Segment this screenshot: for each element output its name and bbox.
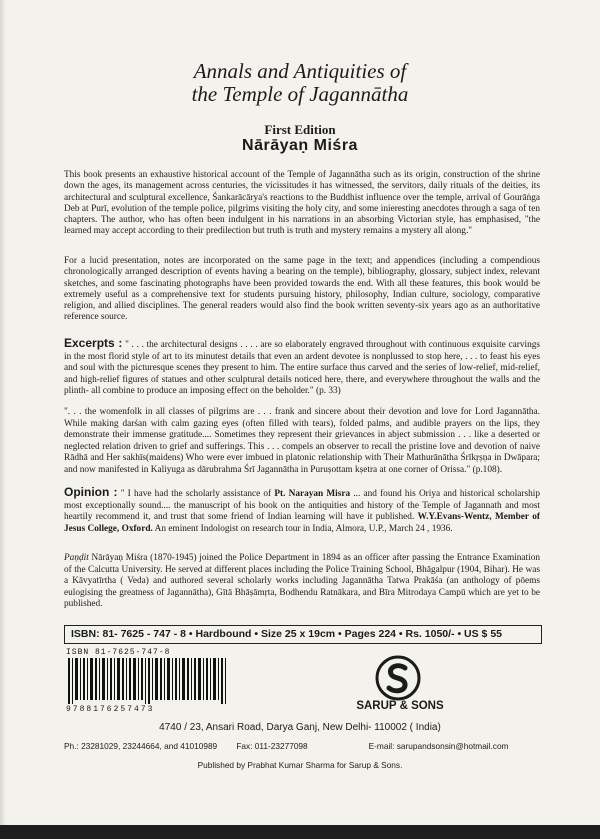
publisher-logo-icon (374, 654, 422, 702)
opinion-name-bold: Pt. Narayan Misra (274, 489, 351, 499)
isbn-info-bar: ISBN: 81- 7625 - 747 - 8 • Hardbound • Size 25 x 19cm • Pages 224 • Rs. 1050/- • US $ 55 (64, 625, 542, 644)
publisher-contact (64, 741, 544, 751)
edition-label: First Edition (264, 122, 336, 137)
description-paragraph-2: For a lucid presentation, notes are incorporated on the same page in the text; and appendices (including a compendious chronologically arranged description of events having a bearing on the temple), bibliography, glossary, subject index, relevant sketches, and some fascinating photographs have been provided towards the end. With all these features, this book would be extremely useful as a comprehensive text for students pursuing history, philosophy, Indian culture, sociology, comparative religion, and allied disciplines. The general readers would also find the book written seventy-six years ago as an authoritative reference source. (64, 256, 540, 323)
opinion-text-c: An eminent Indologist on research tour in India, Almora, U.P., March 24 , 1936. (154, 523, 453, 534)
opinion-text-b: ... and found his Oriya and historical scholarship most exceptionally sound.... the manuscript of his book on the antiquities and history of the Temple of Jagannath and most heartily recommend it, and trust that some friend of Indian learning will have it published. (64, 489, 541, 523)
opinion-block (64, 487, 540, 535)
email-address: E-mail: sarupandsonsin@hotmail.com (368, 741, 509, 751)
bottom-edge (0, 825, 600, 839)
description-paragraph-1: This book presents an exhaustive historical account of the Temple of Jagannātha such as its origin, construction of the shrine down the ages, its management across centuries, the vicissitudes it has witnessed, the servitors, daily rituals of the deities, its architectural and sculptural excellence, Śankarācārya's reactions to the Buddhist influence over the temple, arrival of Gourāṅga Deb at Purī, evolution of the temple police, pilgrims visiting the holy city, and some inieresting anecdotes through a saga of ten chapters. The author, who has often been indulgent in his narrations in an absorbing Victorian style, has emphasised, "the learned may accept according to their predilection but truth is truth and mystery remains a mystery all along." (64, 170, 540, 237)
publisher-name: SARUP & SONS (356, 700, 444, 712)
barcode-bars (64, 658, 232, 704)
opinion-label: Opinion : (64, 485, 118, 499)
author-name: Nārāyaṇ Miśra (242, 137, 358, 154)
pandit-label: Paṇḍit (64, 553, 89, 563)
fax-number: Fax: 011-23277098 (236, 741, 308, 751)
excerpts-label: Excerpts : (64, 336, 123, 350)
book-title-line2: the Temple of Jagannātha (191, 82, 409, 106)
author-bio (64, 553, 540, 611)
opinion-attribution: W.Y.Evans-Wentz, Member of Jesus College, Oxford. (64, 512, 540, 534)
phone-numbers: Ph.: 23281029, 23244664, and 41010989 (64, 741, 218, 751)
book-title-line1: Annals and Antiquities of (193, 59, 407, 83)
barcode-isbn-label: ISBN 81-7625-747-8 (66, 648, 171, 657)
published-by-line: Published by Prabhat Kumar Sharma for Sarup & Sons. (197, 760, 403, 770)
excerpts-text: " . . . the architectural designs . . . . are so elaborately engraved throughout with continuous exquisite carvings in the most florid style of art to its minutest details that even an ardent devotee is nonplussed to stop here, . . . to feast his eyes and soul with the picturesque scenes they present to him. The entire surface thus carved and the series of low-relief, mid-relief, and high-relief figures of statues and other sculptural details noticed here, there, and everywhere throughout the walls and the plinth- all combine to produce an imposing effect on the beholder." (p. 33) (64, 340, 540, 396)
author-bio-text: Nārāyaṇ Miśra (1870-1945) joined the Police Department in 1894 as an officer after passing the Entrance Examination of the Calcutta University. He served at different places including the Police Training School, Bhāgalpur (1904, Bihar). He was a Kāvyatīrtha ( Veda) and authored several scholarly works including Jagannātha Tatwa Prakāśa (an anthology of pōems eulogising the greatness of Jagannātha), Gītā Bhāṣāmṛta, Bodhendu Ratnākara, and Bīra Mitrodaya Campū which are yet to be published. (64, 553, 540, 609)
barcode-number: 9788176257473 (66, 705, 155, 714)
publisher-address: 4740 / 23, Ansari Road, Darya Ganj, New Delhi- 110002 ( India) (159, 722, 441, 733)
opinion-text-a: " I have had the scholarly assistance of (120, 489, 272, 499)
barcode (64, 648, 234, 715)
excerpt-quote-2: ". . . the womenfolk in all classes of pilgrims are . . . frank and sincere about their devotion and love for Lord Jagannātha. While making darśan with calm gazing eyes (often filled with tears), folded palms, and audible prayers on the lips, they demonstrate their immense gratitude.... Sometimes they represent their grievances in abject submission . . . like a deserted or neglected relation driven to grief and sufferings. This . . . compels an observer to recall the pristine love and devotion of naive Rādhā and Her sakhīs(maidens) Who were ever imbued in platonic relationship with Their Mathurānātha Śrīkṛṣṇa in Dwāpara; and now manifested in Kaliyuga as dārubrahma Śrī Jagannātha in Puruṣottam kṣetra at one corner of Orissa." (p.108). (64, 407, 540, 475)
excerpts-block (64, 338, 540, 398)
